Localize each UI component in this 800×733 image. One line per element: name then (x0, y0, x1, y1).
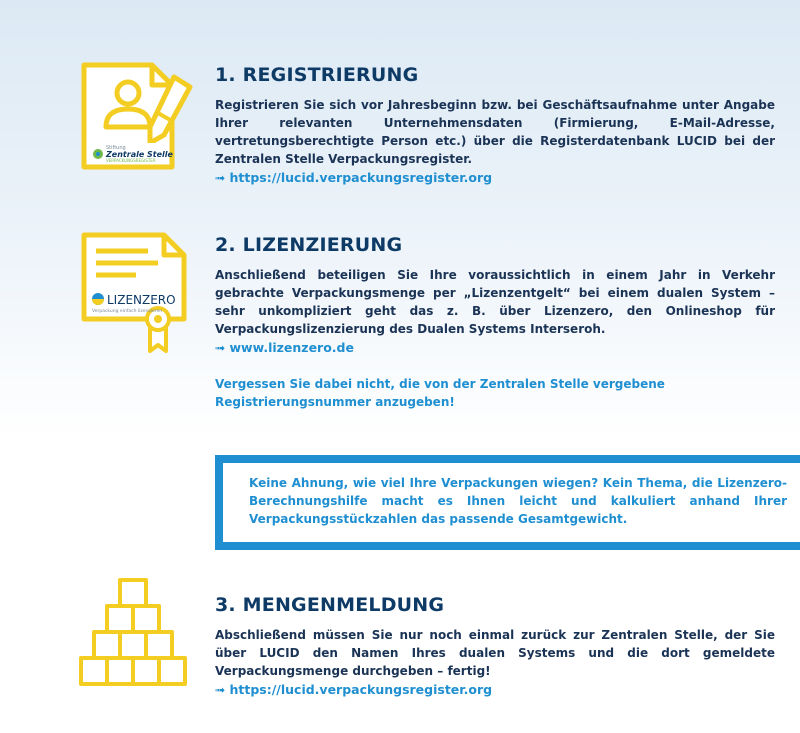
section-body: Abschließend müssen Sie nur noch einmal zurück zur Zentralen Stelle, der Sie über LUCID den Namen Ihres dualen Systems und die dort gemeldete Verpackungsmenge durchgeben – fertig! (215, 628, 775, 678)
section-title: 1. REGISTRIERUNG (215, 64, 419, 86)
section-title: 3. MENGENMELDUNG (215, 594, 445, 616)
zsvr-sub: VERPACKUNGSREGISTER (106, 158, 156, 163)
arrow-right-icon: ➟ (215, 170, 224, 185)
lizenzero-name: LIZENZERO (107, 293, 176, 307)
lucid-link[interactable] (215, 170, 775, 185)
section-mengenmeldung (215, 594, 775, 697)
section-lizenzierung (215, 234, 775, 411)
link-text: https://lucid.verpackungsregister.org (229, 682, 493, 697)
registration-note: Vergessen Sie dabei nicht, die von der Zentralen Stelle vergebene Registrierungsnummer anzugeben! (215, 377, 665, 409)
tip-box (215, 455, 800, 550)
box-pyramid-icon (70, 572, 200, 704)
tip-text: Keine Ahnung, wie viel Ihre Verpackungen wiegen? Kein Thema, die Lizenzero-Berechnungshilfe macht es Ihnen leicht und kalkuliert anhand Ihrer Verpackungsstückzahlen das passende Gesamtgewicht. (249, 476, 787, 526)
zsvr-small: Stiftung (106, 145, 126, 151)
link-text: https://lucid.verpackungsregister.org (229, 170, 493, 185)
section-body: Anschließend beteiligen Sie Ihre voraussichtlich in einem Jahr in Verkehr gebrachte Verpackungsmenge per „Lizenzentgelt“ bei einem dualen System – sehr unkompliziert geht das z. B. über Lizenzero, den Onlineshop für Verpackungslizenzierung des Dualen Systems Interseroh. (215, 268, 775, 336)
registration-document-icon (78, 55, 200, 175)
lucid-link-2[interactable] (215, 682, 775, 697)
arrow-right-icon: ➟ (215, 340, 224, 355)
link-text: www.lizenzero.de (229, 340, 354, 355)
certificate-icon (78, 225, 200, 355)
lizenzero-tagline: Verpackung einfach lizenzieren (92, 309, 163, 314)
section-title: 2. LIZENZIERUNG (215, 234, 403, 256)
arrow-right-icon: ➟ (215, 682, 224, 697)
section-body: Registrieren Sie sich vor Jahresbeginn bzw. bei Geschäftsaufnahme unter Angabe Ihrer relevanten Unternehmensdaten (Firmierung, E-Mail-Adresse, vertretungsberechtigte Person etc.) über die Registerdatenbank LUCID bei der Zentralen Stelle Verpackungsregister. (215, 98, 775, 166)
section-registrierung (215, 64, 775, 185)
zsvr-name: Zentrale Stelle (106, 150, 173, 159)
lizenzero-link[interactable] (215, 340, 775, 355)
